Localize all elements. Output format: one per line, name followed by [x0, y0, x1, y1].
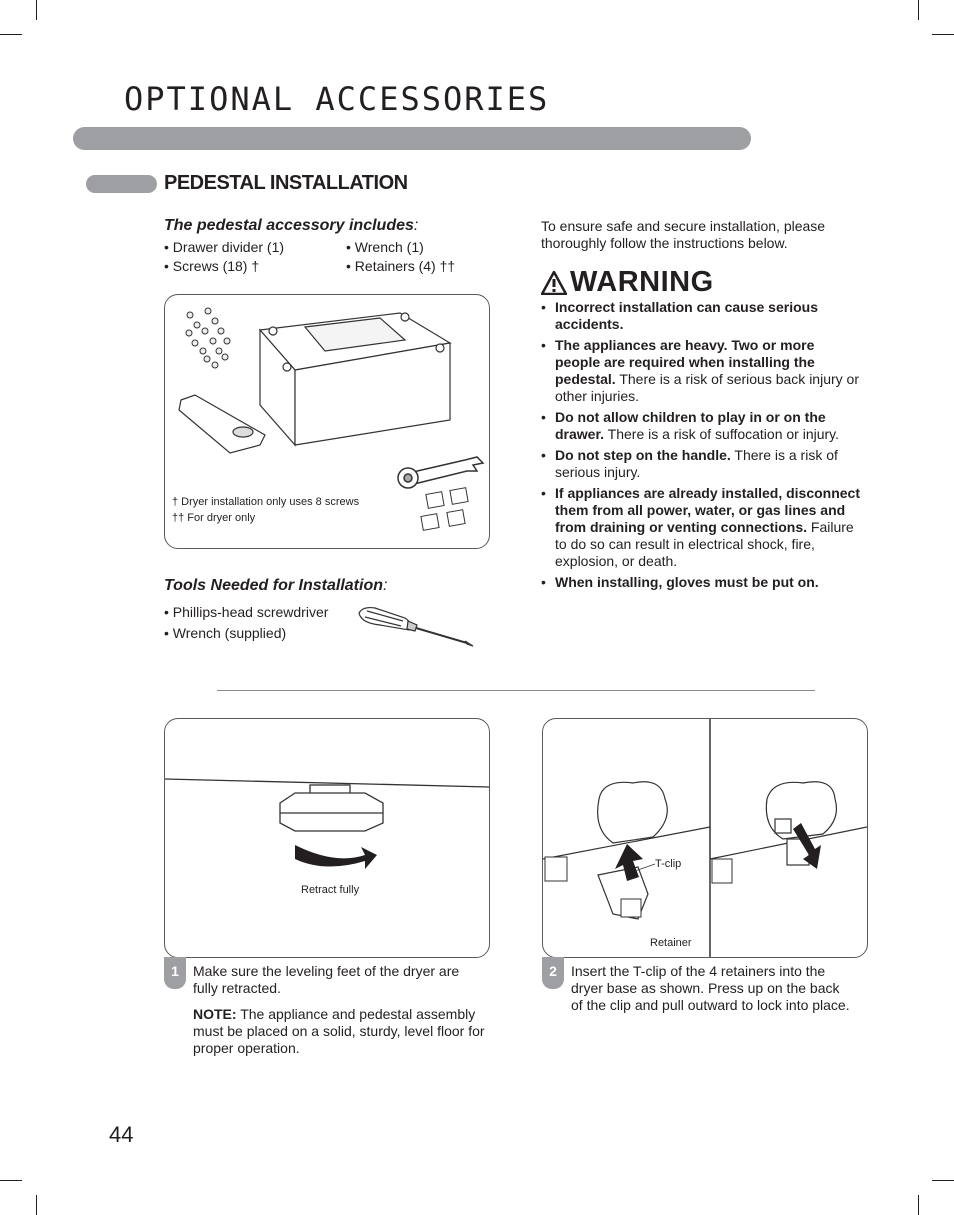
page-number: 44: [109, 1122, 134, 1147]
screws-group: [186, 308, 230, 368]
includes-item: • Drawer divider (1): [164, 239, 285, 255]
crop-mark: [918, 0, 919, 20]
warning-item: • The appliances are heavy. Two or more people are required when installing the pedestal. There is a risk of serious back injury or other injuries.: [541, 337, 859, 404]
wrench-icon: [398, 457, 483, 488]
warning-triangle-icon: [541, 271, 567, 295]
warning-item-bold: Do not step on the handle.: [555, 447, 731, 463]
warning-item-text: There is a risk of suffocation or injury.: [604, 426, 840, 442]
crop-mark: [0, 34, 22, 35]
note-label: NOTE:: [193, 1006, 237, 1022]
warning-item-bold: When installing, gloves must be put on.: [555, 574, 819, 590]
footnote: † Dryer installation only uses 8 screws: [172, 496, 360, 508]
step-number: 2: [542, 957, 564, 989]
warning-title-text: WARNING: [570, 266, 714, 298]
section-heading: PEDESTAL INSTALLATION: [164, 172, 408, 194]
screwdriver-icon: [355, 603, 475, 648]
crop-mark: [932, 1180, 954, 1181]
drawer-divider-drawing: [179, 395, 265, 453]
footnote: †† For dryer only: [172, 512, 256, 524]
tclip-callout: T-clip: [655, 858, 682, 870]
intro-text: To ensure safe and secure installation, please thoroughly follow the instructions below.: [541, 218, 826, 251]
note-text: The appliance and pedestal assembly must be placed on a solid, sturdy, level floor for proper operation.: [193, 1006, 485, 1056]
tools-item: • Wrench (supplied): [164, 625, 287, 641]
retainer-callout: Retainer: [650, 937, 692, 949]
leveling-foot-illustration: [165, 719, 489, 957]
tools-heading-text: Tools Needed for Installation: [164, 577, 383, 594]
section-divider: [217, 690, 815, 691]
step-number: 1: [164, 957, 186, 989]
warning-item-bold: The appliances are heavy. Two or more people are required when installing the pedestal.: [555, 337, 815, 387]
warning-item-bold: Do not allow children to play in or on the drawer.: [555, 409, 826, 442]
crop-mark: [36, 1195, 37, 1215]
warning-item-text: Failure to do so can result in electrical shock, fire, explosion, or death.: [555, 519, 854, 569]
warning-item: • Do not allow children to play in or on the drawer. There is a risk of suffocation or injury.: [541, 409, 840, 442]
includes-item: • Screws (18) †: [164, 258, 260, 274]
retract-callout: Retract fully: [301, 884, 360, 896]
warning-list: [541, 299, 861, 595]
warning-item: • When installing, gloves must be put on.: [541, 574, 819, 590]
warning-title: [541, 266, 714, 299]
crop-mark: [36, 0, 37, 20]
crop-mark: [918, 1195, 919, 1215]
rotate-arrow-icon: [295, 845, 377, 869]
includes-heading-text: The pedestal accessory includes: [164, 217, 414, 234]
crop-mark: [0, 1180, 22, 1181]
includes-item: • Wrench (1): [346, 239, 424, 255]
warning-item: • Do not step on the handle. There is a risk of serious injury.: [541, 447, 838, 480]
includes-heading: [164, 217, 418, 235]
pedestal-drawing: [260, 313, 450, 445]
retainers-drawing: [421, 488, 468, 531]
tools-heading: [164, 577, 387, 595]
warning-item-text: There is a risk of serious back injury or other injuries.: [555, 371, 859, 404]
warning-item: • If appliances are already installed, disconnect them from all power, water, or gas lines and from draining or venting connections. Failure to do so can result in electrical shock, fire, explosion, or death.: [541, 485, 861, 569]
warning-item-bold: Incorrect installation can cause serious accidents.: [555, 299, 818, 332]
warning-item-bold: If appliances are already installed, disconnect them from all power, water, or gas lines and from draining or venting connections.: [555, 485, 861, 535]
accessory-panel: [164, 294, 490, 549]
includes-heading-colon: :: [413, 217, 419, 234]
warning-item: • Incorrect installation can cause serious accidents.: [541, 299, 818, 332]
crop-mark: [932, 34, 954, 35]
title-bar: [73, 127, 751, 150]
page-title: OPTIONAL ACCESSORIES: [124, 80, 550, 118]
tools-item: • Phillips-head screwdriver: [164, 604, 329, 620]
step2-panel: [542, 718, 868, 958]
includes-item: • Retainers (4) ††: [346, 258, 456, 274]
section-pill: [86, 175, 157, 193]
step2-text: Insert the T-clip of the 4 retainers into the dryer base as shown. Press up on the back of the clip and pull outward to lock into place.: [571, 963, 850, 1013]
retainer-illustration: [543, 719, 867, 957]
step1-panel: [164, 718, 490, 958]
step1-text: Make sure the leveling feet of the dryer are fully retracted.: [193, 963, 460, 996]
tools-heading-colon: :: [382, 577, 388, 594]
step1-note: [193, 1006, 491, 1057]
warning-item-text: There is a risk of serious injury.: [555, 447, 838, 480]
